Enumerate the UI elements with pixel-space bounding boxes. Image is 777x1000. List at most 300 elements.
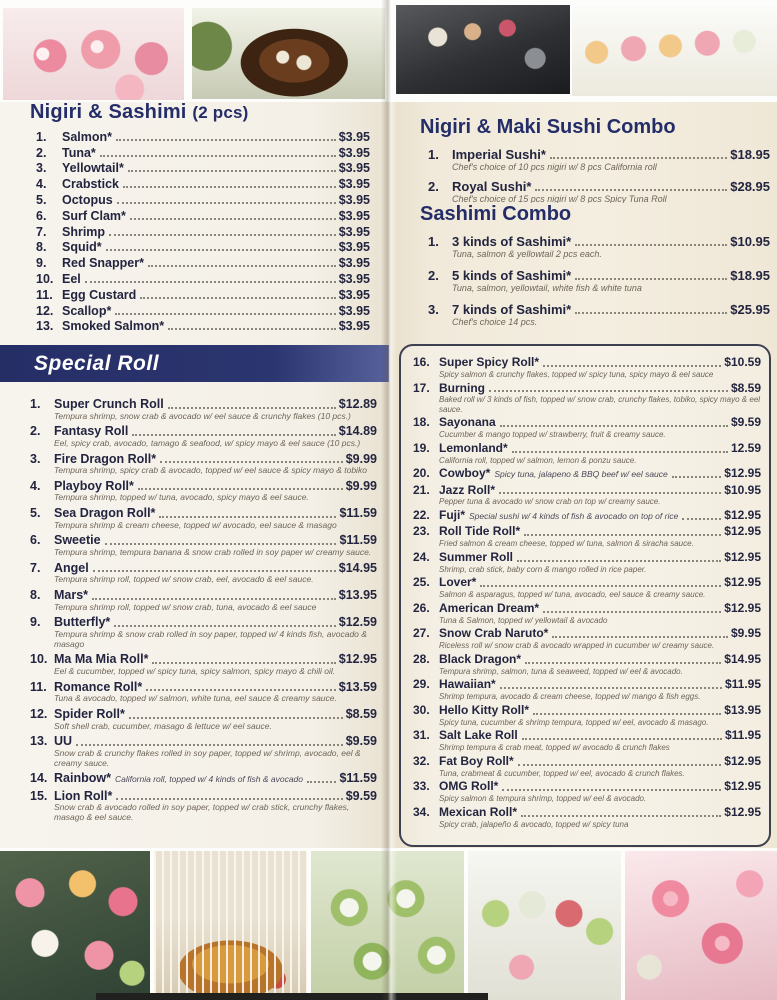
item-name: Egg Custard [62, 287, 137, 302]
item-name: Black Dragon* [439, 651, 522, 666]
menu-item [30, 789, 377, 823]
item-name: Lion Roll* [54, 788, 113, 803]
section-title-sashimi-combo: Sashimi Combo [420, 203, 572, 225]
item-number: 16. [413, 356, 430, 369]
dot-leader [543, 611, 721, 613]
item-price: $12.95 [724, 804, 761, 819]
item-name: American Dream* [439, 600, 540, 615]
item-description: Tuna, crabmeat & cucumber, topped w/ eel, avocado & crunch flakes. [439, 768, 685, 778]
menu-item-row [30, 397, 377, 412]
item-name: Imperial Sushi* [452, 147, 546, 162]
scan-bottom-edge [96, 993, 488, 1000]
item-name: Scallop* [62, 303, 112, 318]
item-note: Spicy tuna, jalapeno & BBQ beef w/ eel sauce [494, 469, 668, 479]
dot-leader [117, 202, 336, 204]
item-name: Smoked Salmon* [62, 319, 165, 334]
menu-item [413, 678, 761, 701]
item-number: 24. [413, 549, 430, 564]
item-note: California roll, topped w/ 4 kinds of fish & avocado [114, 773, 303, 784]
menu-item [36, 191, 370, 207]
item-number: 10. [30, 652, 48, 667]
menu-item [30, 771, 377, 786]
photo-topped-rolls [468, 851, 621, 1000]
item-price: $14.89 [338, 424, 377, 439]
menu-item-row [36, 286, 370, 302]
menu-item [30, 533, 377, 557]
menu-item-row [428, 232, 770, 249]
menu-item-row [413, 576, 761, 590]
item-description: Tempura shrimp & cream cheese, topped w/ avocado, eel sauce & masago [54, 519, 337, 530]
menu-item-row [413, 780, 761, 794]
item-name: 7 kinds of Sashimi* [452, 302, 572, 317]
menu-item [36, 270, 370, 286]
item-name: Tuna* [62, 145, 96, 160]
item-number: 2. [428, 179, 439, 194]
photo-tempura-noodles [154, 851, 307, 1000]
item-description: Shrimp tempura, avocado & cream cheese, topped w/ mango & fish eggs. [439, 692, 701, 702]
menu-item [413, 416, 761, 439]
item-number: 21. [413, 482, 430, 497]
item-number: 11. [30, 679, 47, 694]
item-number: 19. [413, 440, 430, 455]
menu-item [30, 506, 377, 530]
dot-leader [93, 570, 336, 572]
item-number: 12. [30, 707, 48, 722]
dot-leader [123, 186, 336, 188]
menu-item-row [30, 615, 377, 630]
item-number: 33. [413, 779, 430, 794]
menu-item [30, 561, 377, 585]
item-number: 3. [30, 451, 41, 466]
item-description: Tempura shrimp & snow crab rolled in soy paper, topped w/ 4 kinds fish, avocado & masago [54, 628, 367, 649]
dot-leader [132, 434, 335, 436]
menu-item [30, 680, 377, 704]
menu-item-row [413, 356, 761, 370]
item-price: $18.95 [730, 147, 770, 162]
dot-leader [552, 636, 728, 638]
item-price: $3.95 [338, 192, 370, 207]
item-description: Tempura shrimp roll, topped w/ snow crab, tuna, avocado & eel sauce [54, 601, 317, 612]
item-price: $11.95 [724, 728, 761, 743]
item-description: Tempura shrimp, salmon, tuna & seaweed, topped w/ eel & avocado. [439, 666, 683, 676]
menu-item-row [36, 318, 370, 334]
menu-item [413, 576, 761, 599]
menu-item [413, 704, 761, 727]
item-name: OMG Roll* [439, 779, 499, 794]
item-price: $12.95 [338, 652, 377, 667]
item-number: 3. [36, 161, 47, 176]
item-price: $9.59 [345, 734, 377, 749]
menu-item [30, 615, 377, 649]
item-number: 7. [30, 560, 41, 575]
item-number: 6. [36, 208, 47, 223]
item-name: Roll Tide Roll* [439, 524, 521, 539]
menu-item [413, 627, 761, 650]
item-number: 17. [413, 380, 430, 395]
item-number: 26. [413, 600, 430, 615]
menu-item [413, 729, 761, 752]
menu-item-row [413, 729, 761, 743]
menu-item [36, 318, 370, 334]
menu-item-row [30, 533, 377, 548]
item-price: $3.95 [338, 161, 370, 176]
item-name: Hawaiian* [439, 677, 496, 692]
menu-item-row [30, 652, 377, 667]
item-price: $10.95 [730, 234, 770, 249]
photo-miso-soup-bowl [192, 8, 385, 99]
item-price: $3.95 [338, 208, 370, 223]
menu-item-row [428, 177, 770, 194]
menu-item [413, 509, 761, 523]
item-description: Soft shell crab, cucumber, masago & lettuce w/ eel sauce. [54, 720, 272, 731]
dot-leader [512, 451, 728, 453]
menu-item-row [30, 506, 377, 521]
item-name: Spider Roll* [54, 707, 125, 722]
item-number: 6. [30, 533, 41, 548]
menu-item [30, 397, 377, 421]
item-price: $12.95 [724, 779, 761, 794]
item-number: 20. [413, 466, 430, 481]
item-name: Butterfly* [54, 615, 111, 630]
menu-item-row [413, 602, 761, 616]
menu-item-row [30, 771, 377, 786]
item-price: $3.95 [338, 303, 370, 318]
item-name: Fantasy Roll [54, 424, 129, 439]
item-description: Chef's choice of 15 pcs nigiri w/ 8 pcs Spicy Tuna Roll [452, 194, 667, 203]
item-number: 9. [36, 256, 47, 271]
dot-leader [521, 815, 721, 817]
item-name: UU [54, 734, 73, 749]
dot-leader [100, 155, 336, 157]
item-price: $12.95 [724, 508, 761, 522]
item-name: Shrimp [62, 224, 106, 239]
menu-item [30, 588, 377, 612]
item-description: Cucumber & mango topped w/ strawberry, fruit & creamy sauce. [439, 430, 666, 439]
item-number: 12. [36, 303, 54, 318]
menu-item-row [413, 678, 761, 692]
menu-item [413, 755, 761, 778]
menu-item-row [36, 207, 370, 223]
photo-nigiri-platter [0, 851, 150, 1000]
menu-item-row [30, 707, 377, 722]
item-number: 9. [30, 615, 41, 630]
item-name: Hello Kitty Roll* [439, 702, 530, 717]
item-number: 27. [413, 626, 430, 641]
item-name: Crabstick [62, 177, 119, 192]
menu-item-row [413, 467, 761, 481]
page-fold [381, 0, 397, 1000]
item-price: $3.95 [338, 177, 370, 192]
dot-leader [115, 313, 335, 315]
item-name: Fat Boy Roll* [439, 753, 514, 768]
item-price: $12.95 [724, 466, 761, 481]
menu-item [413, 806, 761, 829]
item-name: Mars* [54, 588, 89, 603]
dot-leader [502, 789, 721, 791]
item-name: Lover* [439, 575, 477, 590]
item-number: 34. [413, 804, 430, 819]
item-price: $12.95 [724, 524, 761, 539]
item-price: $14.95 [338, 560, 377, 575]
dot-leader [525, 662, 721, 664]
menu-item [36, 144, 370, 160]
photo-sushi-dark-plate [396, 5, 570, 94]
item-number: 3. [428, 302, 439, 317]
item-number: 23. [413, 524, 430, 539]
menu-item-row [36, 175, 370, 191]
item-name: Burning [439, 380, 485, 395]
dot-leader [168, 328, 336, 330]
item-name: Royal Sushi* [452, 179, 532, 194]
menu-item [413, 551, 761, 574]
photo-salmon-sashimi [3, 8, 184, 100]
menu-item [36, 207, 370, 223]
menu-item-row [36, 270, 370, 286]
menu-item-row [30, 452, 377, 467]
item-number: 32. [413, 753, 430, 768]
menu-item-row [413, 627, 761, 641]
item-number: 13. [36, 319, 54, 334]
sashimi-combo-list [428, 232, 770, 332]
dot-leader [533, 713, 721, 715]
menu-item-row [30, 789, 377, 804]
dot-leader [130, 218, 336, 220]
photo-sushi-roll-plate [572, 5, 777, 96]
item-price: $13.59 [338, 679, 377, 694]
special-roll-list-right [413, 356, 761, 838]
menu-item [36, 239, 370, 255]
item-description: Snow crab & avocado rolled in soy paper, topped w/ crab stick, crunchy flakes, masago & eel sauce. [54, 802, 350, 823]
item-price: $3.95 [338, 271, 370, 286]
menu-item [36, 160, 370, 176]
item-number: 2. [30, 424, 41, 439]
item-number: 31. [413, 728, 430, 743]
item-price: $10.95 [724, 482, 761, 497]
menu-item-row [413, 806, 761, 820]
menu-item [36, 286, 370, 302]
menu-item [413, 525, 761, 548]
item-name: Mexican Roll* [439, 804, 518, 819]
item-description: Eel & cucumber, topped w/ spicy tuna, spicy salmon, spicy mayo & chili oil. [54, 665, 336, 676]
menu-item-row [428, 266, 770, 283]
item-price: $12.95 [724, 753, 761, 768]
item-number: 10. [36, 271, 54, 286]
item-price: $3.95 [338, 145, 370, 160]
item-price: $3.95 [338, 129, 370, 144]
menu-item-row [36, 128, 370, 144]
item-number: 5. [36, 192, 47, 207]
menu-item [428, 145, 770, 173]
item-price: $12.89 [338, 397, 377, 411]
item-description: Baked roll w/ 3 kinds of fish, topped w/ snow crab, crunchy flakes, tobiko, spicy mayo & eel sauce. [439, 395, 761, 414]
special-roll-list-left [30, 397, 377, 847]
item-description: Eel, spicy crab, avocado, tamago & seafood, w/ spicy mayo & eel sauce (10 pcs.) [54, 437, 361, 448]
item-name: Sweetie [54, 533, 101, 548]
item-price: $14.95 [724, 651, 761, 666]
item-description: Pepper tuna & avocado w/ snow crab on top w/ creamy sauce. [439, 497, 661, 507]
item-name: Summer Roll [439, 549, 514, 564]
menu-item-row [30, 479, 377, 494]
item-number: 18. [413, 415, 430, 430]
item-price: $8.59 [730, 380, 761, 395]
menu-item [36, 223, 370, 239]
item-description: Tempura shrimp, topped w/ tuna, avocado, spicy mayo & eel sauce. [54, 492, 309, 503]
menu-item [428, 232, 770, 260]
dot-leader [307, 781, 336, 783]
menu-item [36, 128, 370, 144]
dot-leader [160, 461, 343, 463]
item-price: $12.95 [724, 600, 761, 615]
menu-item [413, 780, 761, 803]
item-description: Chef's choice of 10 pcs nigiri w/ 8 pcs California roll [452, 162, 657, 172]
item-description: Tempura shrimp, snow crab & avocado w/ eel sauce & crunchy flakes (10 pcs.) [54, 410, 351, 421]
dot-leader [129, 717, 343, 719]
item-price: $12.59 [338, 615, 377, 630]
item-description: Spicy crab, jalapeño & avocado, topped w/ spicy tuna [439, 819, 629, 829]
dot-leader [575, 312, 727, 314]
item-name: Playboy Roll* [54, 478, 134, 493]
item-number: 8. [36, 240, 47, 255]
item-price: $18.95 [730, 268, 770, 283]
item-number: 4. [36, 177, 47, 192]
item-number: 1. [428, 147, 439, 162]
item-price: $3.95 [338, 287, 370, 302]
item-name: 3 kinds of Sashimi* [452, 234, 572, 249]
dot-leader [522, 738, 722, 740]
item-description: Snow crab & crunchy flakes rolled in soy paper, topped w/ shrimp, avocado, eel & creamy sauce. [54, 747, 361, 768]
item-price: $10.59 [724, 356, 761, 369]
menu-item-row [36, 160, 370, 176]
item-number: 29. [413, 677, 430, 692]
section-title-nigiri-sashimi [30, 101, 249, 124]
item-number: 13. [30, 734, 48, 749]
menu-item-row [413, 653, 761, 667]
item-name: Sea Dragon Roll* [54, 506, 156, 521]
item-description: Shrimp, crab stick, baby corn & mango rolled in rice paper. [439, 564, 647, 574]
item-name: Yellowtail* [62, 161, 124, 176]
menu-item-row [30, 424, 377, 439]
item-description: Spicy tuna, cucumber & shrimp tempura, topped w/ eel, avocado & masago. [439, 717, 709, 727]
item-number: 4. [30, 478, 41, 493]
dot-leader [146, 689, 336, 691]
item-number: 22. [413, 508, 430, 522]
item-number: 1. [36, 129, 47, 144]
item-price: $8.59 [345, 707, 377, 722]
menu-item [413, 653, 761, 676]
dot-leader [128, 170, 336, 172]
dot-leader [85, 281, 336, 283]
item-name: Angel [54, 560, 89, 575]
dot-leader [682, 518, 721, 520]
item-number: 15. [30, 788, 48, 803]
item-name: Fire Dragon Roll* [54, 451, 157, 466]
dot-leader [575, 278, 727, 280]
item-price: $3.95 [338, 256, 370, 271]
menu-item [36, 302, 370, 318]
item-description: Tuna & avocado, topped w/ salmon, white tuna, eel sauce & creamy sauce. [54, 693, 337, 704]
menu-item [413, 442, 761, 465]
item-description: Tuna, salmon, yellowtail, white fish & white tuna [452, 283, 642, 293]
menu-item [30, 479, 377, 503]
dot-leader [480, 585, 721, 587]
item-name: Salmon* [62, 129, 113, 144]
item-description: Spicy salmon & crunchy flakes, topped w/ spicy tuna, spicy mayo & eel sauce [439, 369, 714, 379]
menu-item [428, 266, 770, 294]
item-price: $3.95 [338, 319, 370, 334]
item-name: Eel [62, 271, 81, 286]
item-name: Salt Lake Roll [439, 728, 518, 743]
menu-item-row [428, 145, 770, 162]
item-number: 30. [413, 702, 430, 717]
item-description: Tempura shrimp, tempura banana & snow crab rolled in soy paper w/ creamy sauce. [54, 546, 372, 557]
dot-leader [76, 744, 343, 746]
item-name: Rainbow* [54, 771, 111, 786]
dot-leader [672, 476, 722, 478]
special-roll-banner [0, 345, 389, 382]
item-price: $9.99 [345, 451, 377, 466]
dot-leader [152, 662, 335, 664]
item-name: Octopus [62, 192, 113, 207]
menu-item-row [36, 223, 370, 239]
item-name: 5 kinds of Sashimi* [452, 268, 572, 283]
item-description: Spicy salmon & tempura shrimp, topped w/ eel & avocado. [439, 794, 647, 804]
menu-item [30, 652, 377, 676]
item-name: Jazz Roll* [439, 482, 496, 497]
item-number: 1. [30, 397, 41, 411]
dot-leader [500, 687, 722, 689]
menu-item-row [36, 144, 370, 160]
menu-item-row [413, 509, 761, 523]
item-number: 8. [30, 588, 41, 603]
item-name: Super Crunch Roll [54, 397, 164, 411]
dot-leader [92, 598, 336, 600]
menu-item-row [413, 484, 761, 498]
item-description: Tempura shrimp, spicy crab & avocado, topped w/ eel sauce & spicy mayo & tobiko [54, 465, 367, 476]
item-price: $9.59 [345, 788, 377, 803]
item-number: 5. [30, 506, 41, 521]
menu-item-row [413, 704, 761, 718]
item-description: Tempura shrimp roll, topped w/ snow crab, eel, avocado & eel sauce. [54, 574, 314, 585]
item-number: 7. [36, 224, 47, 239]
item-name: Sayonana [439, 415, 496, 430]
item-price: $11.59 [339, 533, 377, 548]
item-name: Romance Roll* [54, 679, 143, 694]
menu-item-row [30, 734, 377, 749]
menu-item-row [36, 254, 370, 270]
menu-item [413, 382, 761, 414]
menu-item [30, 424, 377, 448]
menu-item [428, 300, 770, 328]
item-description: Tuna, salmon & yellowtail 2 pcs each. [452, 249, 602, 259]
menu-item [413, 602, 761, 625]
item-description: Tuna & Salmon, topped w/ yellowtail & avocado [439, 615, 608, 625]
dot-leader [499, 492, 721, 494]
item-name: Red Snapper* [62, 256, 144, 271]
dot-leader [159, 516, 336, 518]
menu-item [30, 452, 377, 476]
dot-leader [105, 543, 337, 545]
menu-item-row [30, 680, 377, 695]
item-price: $9.99 [345, 478, 377, 493]
nigiri-sashimi-list [36, 128, 370, 334]
item-description: Salmon & asparagus, topped w/ tuna, avocado, eel sauce & creamy sauce. [439, 590, 706, 600]
menu-item [36, 175, 370, 191]
dot-leader [575, 244, 727, 246]
item-description: Riceless roll w/ snow crab & avocado wrapped in cucumber w/ creamy sauce. [439, 641, 715, 651]
item-name: Ma Ma Mia Roll* [54, 652, 149, 667]
menu-item-row [428, 300, 770, 317]
dot-leader [116, 139, 336, 141]
